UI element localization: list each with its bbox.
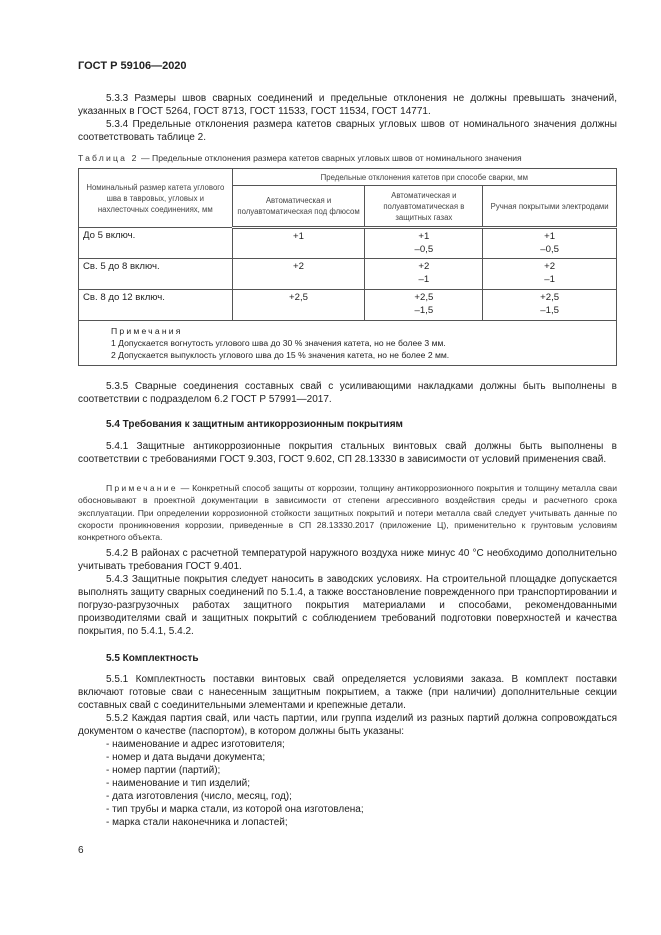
minus-value: –1,5 <box>540 304 559 316</box>
table-row <box>79 228 617 259</box>
minus-value: –0,5 <box>540 243 559 255</box>
table-header-group: Предельные отклонения катетов при способе сварки, мм <box>232 169 616 186</box>
minus-value: –1 <box>418 273 430 285</box>
plus-value: +2 <box>418 261 430 272</box>
table-header-manual: Ручная покрытыми электродами <box>483 186 617 228</box>
note-item: 1 Допускается вогнутость углового шва до 30 % значения катета, но не более 3 мм. <box>111 338 446 348</box>
passport-items-list <box>78 738 617 829</box>
list-item: - тип трубы и марка стали, из которой она изготовлена; <box>106 804 364 815</box>
section-heading-5-4: 5.4 Требования к защитным антикоррозионным покрытиям <box>106 419 403 430</box>
cell-manual <box>483 259 617 290</box>
cell-size: До 5 включ. <box>79 228 233 259</box>
cell-manual <box>483 290 617 321</box>
note-paragraph <box>78 482 617 543</box>
cell-auto-gas <box>365 228 483 259</box>
list-item: - марка стали наконечника и лопастей; <box>106 817 288 828</box>
paragraph-5-4-3: 5.4.3 Защитные покрытия следует наносить в заводских условиях. На строительной площадке допускается выполнять защиту сварных соединений по 5.1.4, а также восстановление поврежденного при транспортировании и погрузо-разгрузочных работах защитного покрытия материалами и способами, рекомендованными производителями свай и защитных покрытий с соблюдением требований подготовки поверхностей и качества покрытия, по 5.4.1, 5.4.2. <box>78 574 617 637</box>
paragraph-5-3-3: 5.3.3 Размеры швов сварных соединений и предельные отклонения не должны превышать значений, указанных в ГОСТ 5264, ГОСТ 8713, ГОСТ 11533, ГОСТ 11534, ГОСТ 14771. <box>78 93 617 117</box>
list-item: - наименование и адрес изготовителя; <box>106 739 285 750</box>
section-heading-5-5: 5.5 Комплектность <box>106 653 199 664</box>
plus-value: +1 <box>544 231 556 242</box>
document-header: ГОСТ Р 59106—2020 <box>78 60 187 72</box>
paragraph-5-3-5: 5.3.5 Сварные соединения составных свай с усиливающими накладками должны быть выполнены в соответствии с подразделом 6.2 ГОСТ Р 57991—2017. <box>78 381 617 405</box>
minus-value: –0,5 <box>414 243 434 255</box>
paragraph-5-5-1: 5.5.1 Комплектность поставки винтовых свай определяется условиями заказа. В комплект поставки включают готовые сваи с нанесенным защитным покрытием, а также (при наличии) дополнительные секции составных свай с соединительными элементами и крепежные детали. <box>78 674 617 711</box>
table-caption-label: Таблица 2 <box>78 153 139 163</box>
paragraph-5-3-4: 5.3.4 Предельные отклонения размера катетов сварных угловых швов от номинального значения должны соответствовать таблице 2. <box>78 119 617 143</box>
minus-value: –1,5 <box>414 304 434 316</box>
cell-auto-flux: +2,5 <box>232 290 365 321</box>
table-header-auto-gas: Автоматическая и полуавтоматическая в защитных газах <box>365 186 483 228</box>
table-row <box>79 290 617 321</box>
note-label: Примечание <box>106 483 178 493</box>
plus-value: +2 <box>544 261 556 272</box>
cell-auto-flux: +2 <box>232 259 365 290</box>
deviation-table <box>78 168 617 366</box>
cell-auto-gas <box>365 259 483 290</box>
paragraph-5-4-1: 5.4.1 Защитные антикоррозионные покрытия стальных винтовых свай должны быть выполнены в соответствии с требованиями ГОСТ 9.303, ГОСТ 9.602, СП 28.13330 в зависимости от условий применения свай. <box>78 441 617 465</box>
table-caption-text: — Предельные отклонения размера катетов сварных угловых швов от номинального значения <box>138 153 522 163</box>
table-caption <box>78 152 617 165</box>
note-text: — Конкретный способ защиты от коррозии, толщину антикоррозионного покрытия и толщину металла сваи обосновывают в проектной документации в зависимости от степени агрессивного воздействия среды и расчетного срока эксплуатации. При определении коррозионной стойкости защитных покрытий и потери металла свай следует учитывать данные по скорости проникновения коррозии, приведенные в СП 28.13330.2017 (приложение Ц), применительно к грунтовым условиям конкретного объекта. <box>78 483 617 543</box>
page-number: 6 <box>78 845 84 856</box>
notes-title: Примечания <box>111 326 183 336</box>
table-header-auto-flux: Автоматическая и полуавтоматическая под флюсом <box>232 186 365 228</box>
list-item: - номер партии (партий); <box>106 765 221 776</box>
table-notes <box>79 321 617 366</box>
cell-size: Св. 8 до 12 включ. <box>79 290 233 321</box>
minus-value: –1 <box>544 273 555 285</box>
list-item: - номер и дата выдачи документа; <box>106 752 266 763</box>
cell-size: Св. 5 до 8 включ. <box>79 259 233 290</box>
note-item: 2 Допускается выпуклость углового шва до 15 % значения катета, но не более 2 мм. <box>111 350 450 360</box>
plus-value: +2,5 <box>540 292 560 303</box>
table-notes-row <box>79 321 617 366</box>
table-row <box>79 259 617 290</box>
cell-manual <box>483 228 617 259</box>
table-header-size: Номинальный размер катета углового шва в тавровых, угловых и нахлесточных соединениях, мм <box>79 169 233 228</box>
list-item: - дата изготовления (число, месяц, год); <box>106 791 292 802</box>
cell-auto-flux: +1 <box>232 228 365 259</box>
plus-value: +1 <box>418 231 430 242</box>
plus-value: +2,5 <box>414 292 434 303</box>
cell-auto-gas <box>365 290 483 321</box>
list-item: - наименование и тип изделий; <box>106 778 251 789</box>
paragraph-5-5-2: 5.5.2 Каждая партия свай, или часть партии, или группа изделий из разных партий должна сопровождаться документом о качестве (паспортом), в котором должны быть указаны: <box>78 713 617 737</box>
paragraph-5-4-2: 5.4.2 В районах с расчетной температурой наружного воздуха ниже минус 40 °С необходимо дополнительно учитывать требования ГОСТ 9.401. <box>78 548 617 572</box>
